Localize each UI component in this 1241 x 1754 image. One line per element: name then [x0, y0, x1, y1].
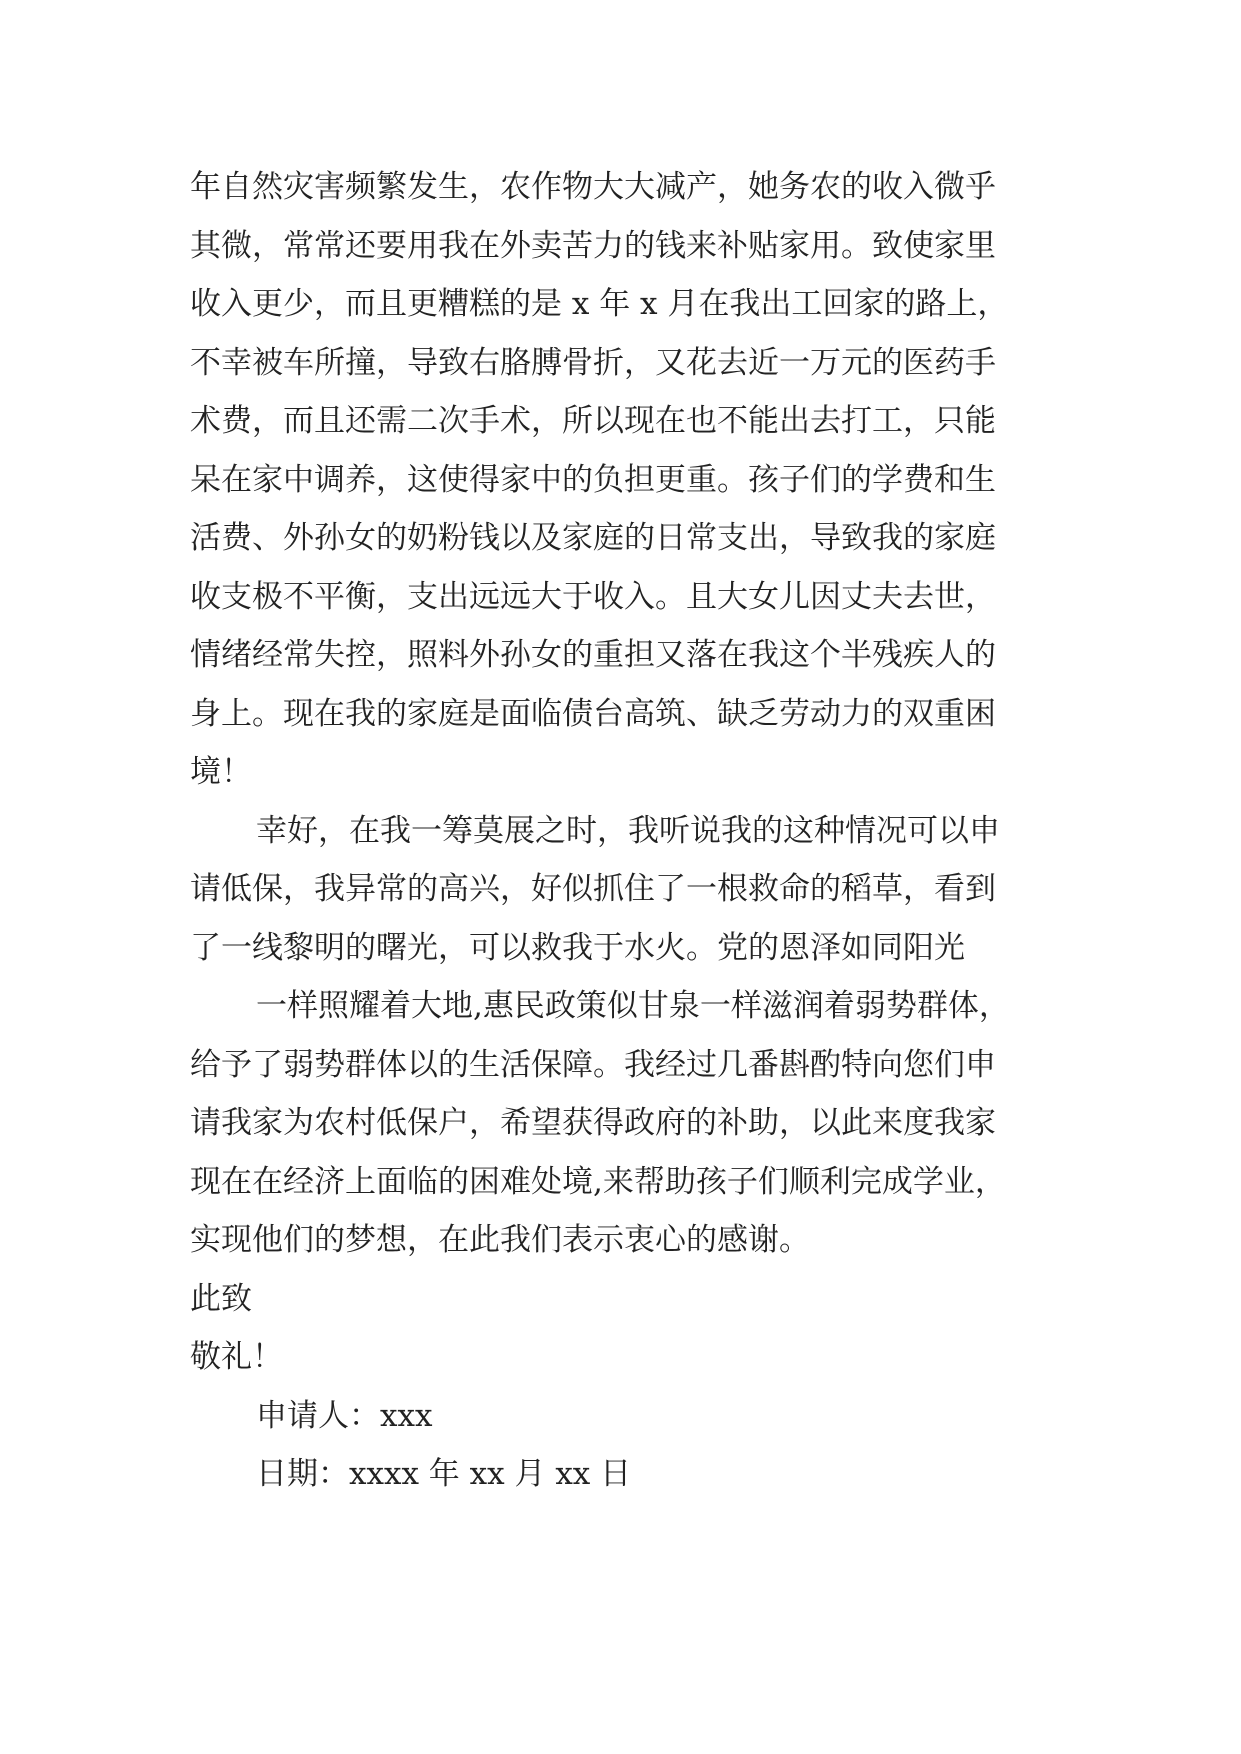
body-line: 了一线黎明的曙光，可以救我于水火。党的恩泽如同阳光 — [190, 929, 965, 966]
letter-body — [190, 158, 1060, 1504]
closing-line: 此致 — [190, 1280, 252, 1317]
body-line: 境！ — [190, 754, 252, 790]
body-line: 活费、外孙女的奶粉钱以及家庭的日常支出，导致我的家庭 — [190, 520, 996, 556]
body-line: 实现他们的梦想，在此我们表示衷心的感谢。 — [190, 1222, 810, 1258]
body-line: 不幸被车所撞，导致右胳膊骨折，又花去近一万元的医药手 — [190, 344, 996, 381]
body-line: 现在在经济上面临的困难处境,来帮助孩子们顺利完成学业， — [190, 1163, 1006, 1200]
body-line: 幸好，在我一筹莫展之时，我听说我的这种情况可以申 — [256, 812, 1000, 849]
body-line: 身上。现在我的家庭是面临债台高筑、缺乏劳动力的双重困 — [190, 695, 996, 732]
body-line: 请我家为农村低保户，希望获得政府的补助，以此来度我家 — [190, 1105, 996, 1141]
body-line: 术费，而且还需二次手术，所以现在也不能出去打工，只能 — [190, 403, 996, 439]
body-line: 情绪经常失控，照料外孙女的重担又落在我这个半残疾人的 — [190, 637, 996, 673]
body-line: 一样照耀着大地,惠民政策似甘泉一样滋润着弱势群体， — [256, 988, 1010, 1024]
date-line: 日期：xxxx 年 xx 月 xx 日 — [256, 1456, 632, 1492]
body-line: 给予了弱势群体以的生活保障。我经过几番斟酌特向您们申 — [190, 1046, 996, 1083]
body-line: 收入更少，而且更糟糕的是 x 年 x 月在我出工回家的路上， — [190, 286, 1009, 322]
salutation-line: 敬礼！ — [190, 1339, 283, 1375]
applicant-line: 申请人：xxx — [256, 1397, 433, 1434]
body-line: 呆在家中调养，这使得家中的负担更重。孩子们的学费和生 — [190, 461, 996, 498]
body-line: 收支极不平衡，支出远远大于收入。且大女儿因丈夫去世， — [190, 578, 996, 615]
body-line: 请低保，我异常的高兴，好似抓住了一根救命的稻草，看到 — [190, 871, 996, 907]
body-line: 年自然灾害频繁发生，农作物大大减产，她务农的收入微乎 — [190, 169, 996, 205]
body-line: 其微，常常还要用我在外卖苦力的钱来补贴家用。致使家里 — [190, 227, 996, 264]
